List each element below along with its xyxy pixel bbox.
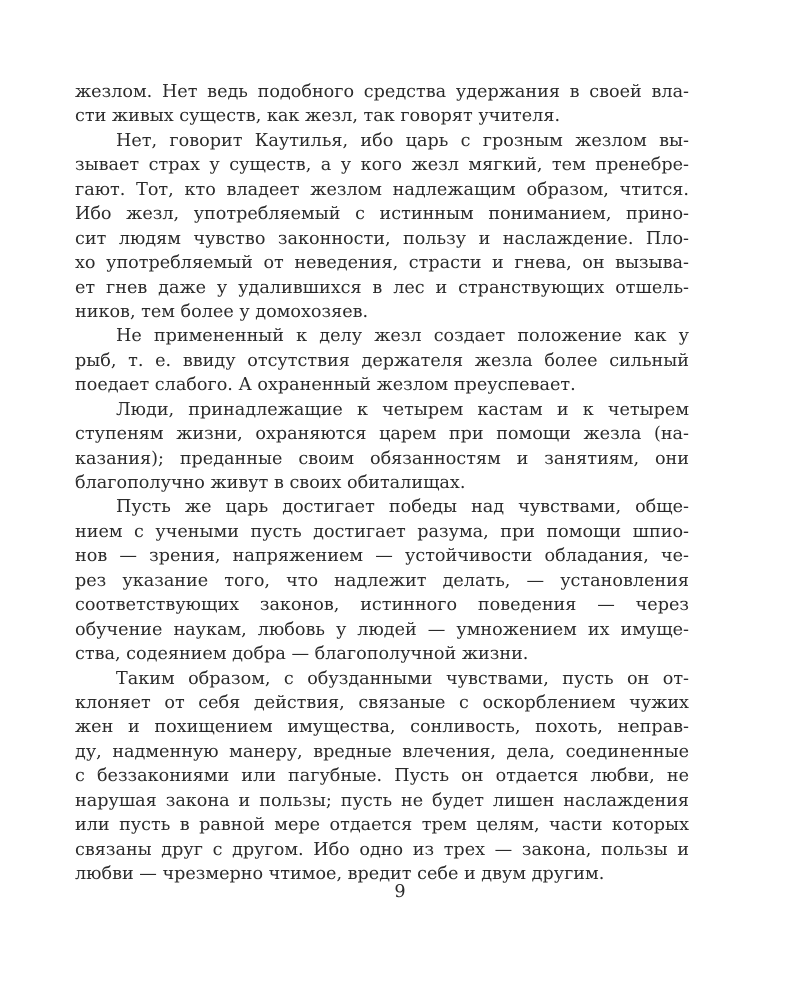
text-line: соответствующих законов, истинного поведения — через — [75, 595, 689, 616]
text-line: клоняет от себя действия, связаные с оскорблением чужих — [75, 692, 689, 713]
text-line: Пусть же царь достигает победы над чувствами, обще- — [116, 497, 689, 518]
page-number: 9 — [394, 882, 406, 902]
text-line: жезлом. Нет ведь подобного средства удержания в своей вла- — [75, 82, 689, 102]
text-line: сит людям чувство законности, пользу и наслаждение. Пло- — [75, 228, 689, 249]
text-line: гают. Тот, кто владеет жезлом надлежащим образом, чтится. — [75, 179, 689, 200]
text-line: Не примененный к делу жезл создает положение как у — [116, 326, 689, 347]
text-line: хо употребляемый от неведения, страсти и гнева, он вызыва- — [75, 253, 689, 274]
text-line: казания); преданные своим обязанностям и занятиям, они — [75, 448, 689, 469]
text-line: нарушая закона и пользы; пусть не будет лишен наслаждения — [75, 790, 689, 811]
text-line: сти живых существ, как жезл, так говорят учителя. — [75, 106, 561, 127]
text-line: любви — чрезмерно чтимое, вредит себе и двум другим. — [75, 864, 605, 884]
text-line: Ибо жезл, употребляемый с истинным пониманием, прино- — [75, 204, 689, 225]
text-line: или пусть в равной мере отдается трем целям, части которых — [75, 815, 689, 836]
text-line: нием с учеными пусть достигает разума, при помощи шпио- — [75, 521, 689, 542]
text-line: рез указание того, что надлежит делать, — установления — [75, 570, 689, 591]
text-line: ет гнев даже у удалившихся в лес и странствующих отшель- — [75, 277, 689, 298]
text-line: зывает страх у существ, а у кого жезл мягкий, тем пренебре- — [75, 155, 689, 176]
text-line: Таким образом, с обузданными чувствами, пусть он от- — [116, 668, 689, 689]
text-line: с беззакониями или пагубные. Пусть он отдается любви, не — [75, 766, 689, 787]
text-line: рыб, т. е. ввиду отсутствия держателя жезла более сильный — [75, 350, 689, 371]
text-line: благополучно живут в своих обиталищах. — [75, 473, 466, 493]
text-line: поедает слабого. А охраненный жезлом преуспевает. — [75, 375, 576, 396]
text-line: связаны друг с другом. Ибо одно из трех — закона, пользы и — [75, 839, 689, 860]
text-line: нов — зрения, напряжением — устойчивости обладания, че- — [75, 546, 689, 567]
text-line: ступеням жизни, охраняются царем при помощи жезла (на- — [75, 424, 689, 445]
text-line: ников, тем более у домохозяев. — [75, 301, 369, 322]
text-line: обучение наукам, любовь у людей — умножением их имуще- — [75, 619, 689, 640]
text-line: ства, содеянием добра — благополучной жизни. — [75, 644, 529, 665]
body-text — [75, 80, 689, 886]
text-line: ду, надменную манеру, вредные влечения, дела, соединенные — [75, 741, 689, 762]
text-line: Люди, принадлежащие к четырем кастам и к четырем — [116, 399, 689, 420]
text-line: жен и похищением имущества, сонливость, похоть, неправ- — [75, 717, 689, 738]
text-line: Нет, говорит Каутилья, ибо царь с грозным жезлом вы- — [116, 130, 689, 151]
